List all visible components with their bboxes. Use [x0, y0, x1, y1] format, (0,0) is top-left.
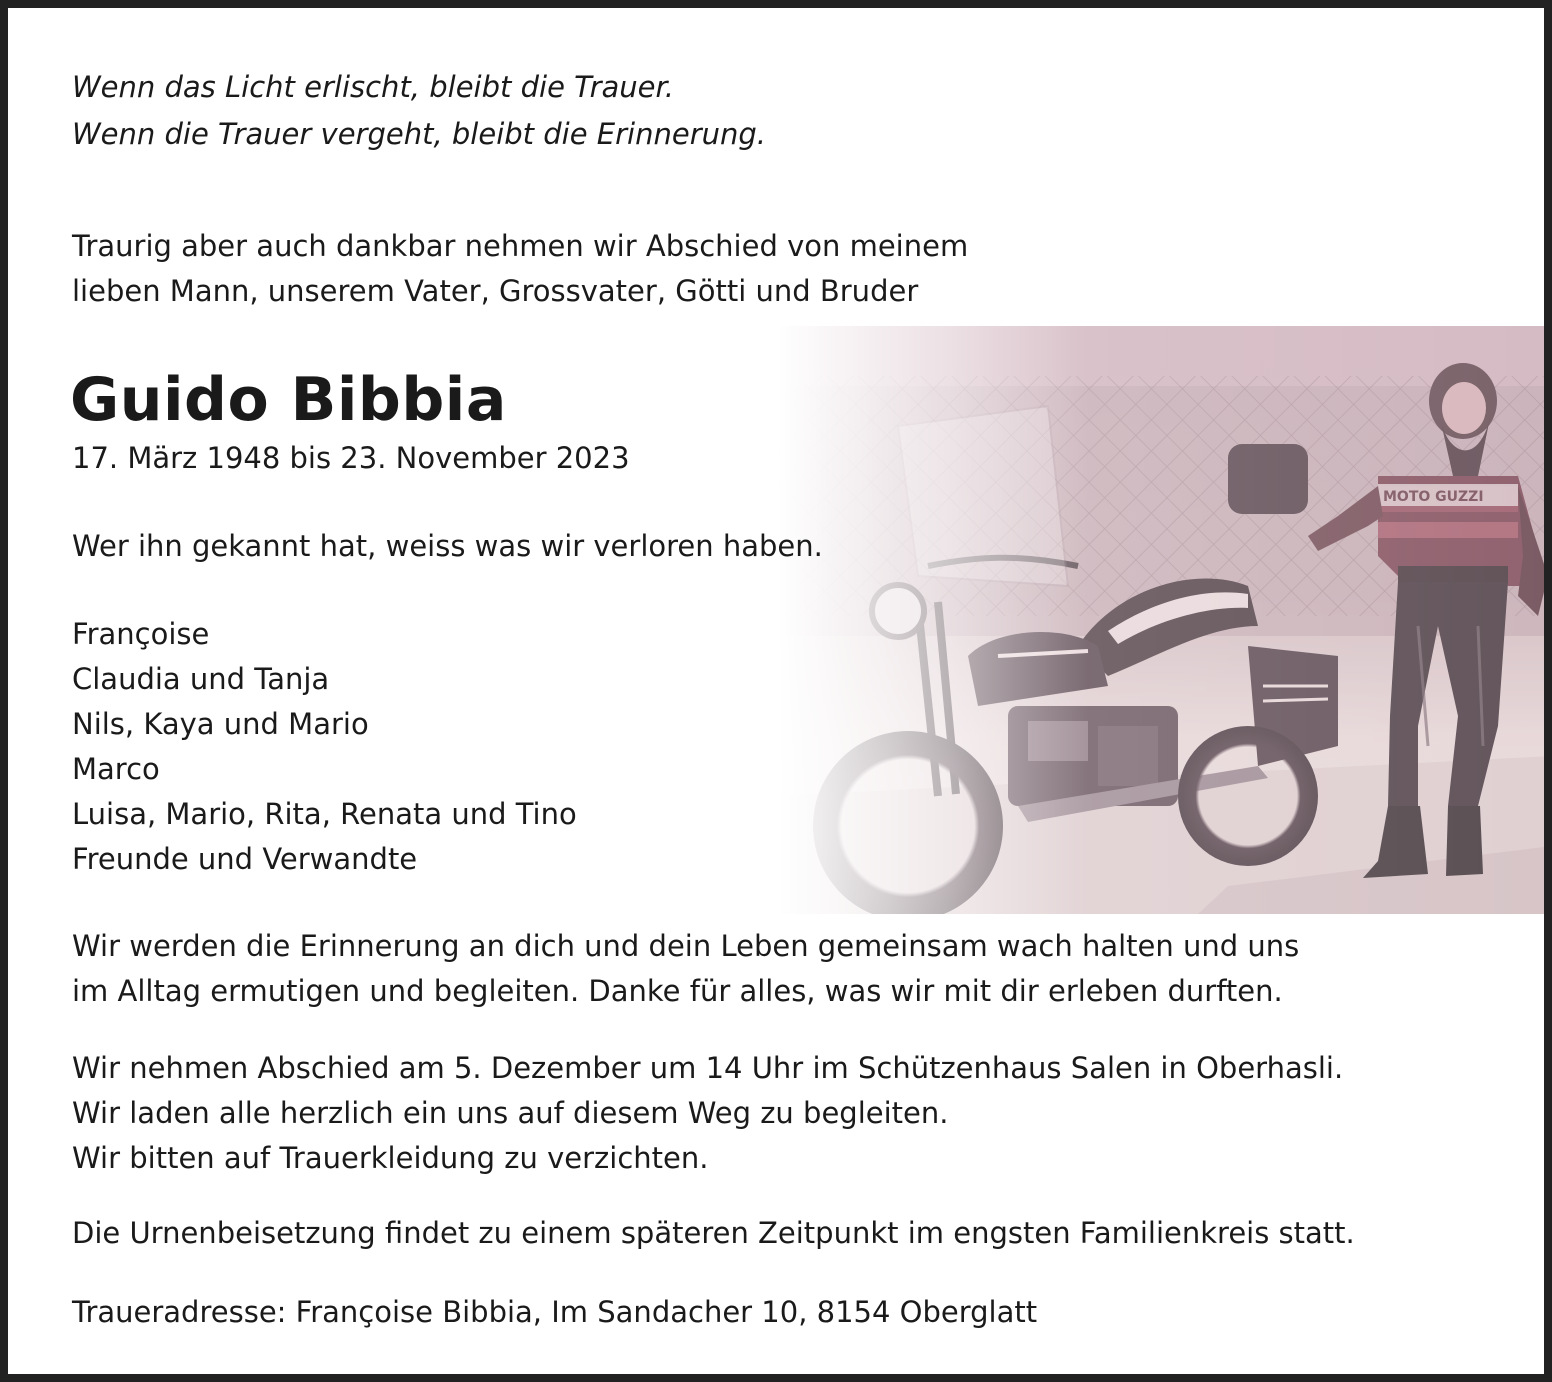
- mourner: Nils, Kaya und Mario: [72, 707, 369, 741]
- farewell-line-3: Wir bitten auf Trauerkleidung zu verzichten.: [72, 1141, 709, 1175]
- mourner: Freunde und Verwandte: [72, 842, 418, 876]
- mourner: Luisa, Mario, Rita, Renata und Tino: [72, 797, 577, 831]
- mourner: Françoise: [72, 617, 210, 651]
- deceased-name: Guido Bibbia: [70, 365, 507, 435]
- mourner: Marco: [72, 752, 160, 786]
- farewell-line-2: Wir laden alle herzlich ein uns auf diesem Weg zu begleiten.: [72, 1096, 949, 1130]
- memory-text: [72, 924, 1299, 1014]
- intro-text: [72, 224, 968, 314]
- mourning-address: Traueradresse: Françoise Bibbia, Im Sandacher 10, 8154 Oberglatt: [72, 1295, 1038, 1329]
- mourner: Claudia und Tanja: [72, 662, 330, 696]
- farewell-details: [72, 1046, 1343, 1181]
- motto: [72, 64, 766, 158]
- memory-line-1: Wir werden die Erinnerung an dich und dein Leben gemeinsam wach halten und uns: [72, 929, 1300, 963]
- memorial-photo: [778, 326, 1552, 914]
- farewell-line-1: Wir nehmen Abschied am 5. Dezember um 14 Uhr im Schützenhaus Salen in Oberhasli.: [72, 1051, 1344, 1085]
- life-dates: 17. März 1948 bis 23. November 2023: [72, 441, 630, 475]
- intro-line-1: Traurig aber auch dankbar nehmen wir Abschied von meinem: [72, 229, 969, 263]
- urn-burial-note: Die Urnenbeisetzung findet zu einem späteren Zeitpunkt im engsten Familienkreis statt.: [72, 1216, 1355, 1250]
- quote: Wer ihn gekannt hat, weiss was wir verloren haben.: [72, 529, 823, 563]
- memory-line-2: im Alltag ermutigen und begleiten. Danke für alles, was wir mit dir erleben durften.: [72, 974, 1283, 1008]
- motto-line-2: Wenn die Trauer vergeht, bleibt die Erinnerung.: [72, 117, 767, 151]
- intro-line-2: lieben Mann, unserem Vater, Grossvater, Götti und Bruder: [72, 274, 919, 308]
- motto-line-1: Wenn das Licht erlischt, bleibt die Trauer.: [72, 70, 674, 104]
- mourners-list: [72, 612, 577, 882]
